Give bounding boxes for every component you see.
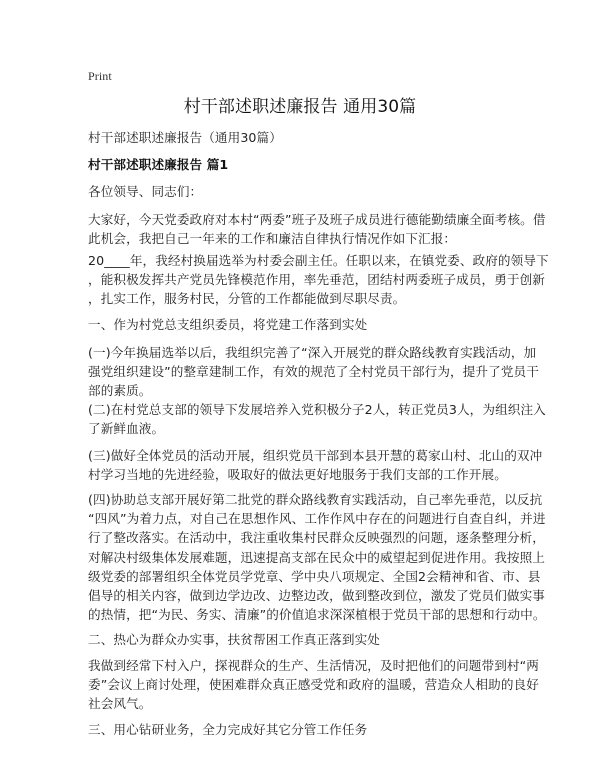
paragraph-intro	[88, 210, 546, 248]
text-line: (二)在村党总支部的领导下发展培养入党积极分子2人，转正党员3人，为组织注入	[88, 402, 546, 417]
text-line: 此机会，我把自己一年来的工作和廉洁自律执行情况作如下汇报：	[88, 231, 457, 247]
text-line: (三)做好全体党员的活动开展，组织党员干部到本县开慧的葛家山村、北山的双冲	[88, 448, 543, 463]
text-line: (一)今年换届选举以后，我组织完善了“深入开展党的群众路线教育实践活动，加	[88, 345, 537, 360]
text-line: 级党委的部署组织全体党员学党章、学中央八项规定、全国2会精神和省、市、县	[88, 568, 541, 584]
paragraph-1-3	[88, 446, 543, 484]
text-line: 部的素质。	[88, 383, 152, 399]
text-line: 我做到经常下村入户，探视群众的生产、生活情况，及时把他们的问题带到村“两	[88, 658, 539, 673]
section-2-heading: 二、热心为群众办实事，扶贫帮困工作真正落到实处	[88, 632, 380, 647]
text-line: 对解决村级集体发展难题，迅速提高支部在民众中的威望起到促进作用。我按照上	[88, 549, 545, 565]
section-3-heading: 三、用心钻研业务，全力完成好其它分管工作任务	[88, 722, 368, 737]
text-line: 社会风气。	[88, 696, 152, 712]
text-line: 大家好，今天党委政府对本村“两委”班子及班子成员进行德能勤绩廉全面考核。借	[88, 212, 546, 227]
text-line: (四)协助总支部开展好第二批党的群众路线教育实践活动，自己率先垂范，以反抗	[88, 492, 543, 507]
text-line: ，扎实工作，服务村民，分管的工作都能做到尽职尽责。	[88, 291, 406, 307]
section-1-heading: 一、作为村党总支组织委员，将党建工作落到实处	[88, 317, 368, 332]
paragraph-1-2	[88, 400, 546, 438]
text-line: “四风”为着力点，对自己在思想作风、工作作风中存在的问题进行自查自纠，并进	[88, 511, 546, 527]
text-line: 委”会议上商讨处理，使困难群众真正感受党和政府的温暖，营造众人相助的良好	[88, 677, 539, 693]
greeting: 各位领导、同志们：	[88, 184, 203, 199]
text-line: 村学习当地的先进经验，吸取好的做法更好地服务于我们支部的工作开展。	[88, 467, 507, 483]
text-line: 20____年，我经村换届选举为村委会副主任。任职以来，在镇党委、政府的领导下	[88, 253, 549, 268]
print-link[interactable]: Print	[88, 69, 112, 83]
text-line: 了新鲜血液。	[88, 421, 165, 437]
text-line: 强党组织建设”的整章建制工作，有效的规范了全村党员干部行为，提升了党员干	[88, 364, 539, 380]
paragraph-appointment	[88, 251, 549, 309]
paragraph-1-1	[88, 343, 539, 401]
text-line: 的热情，把“为民、务实、清廉”的价值追求深深植根于党员干部的思想和行动中。	[88, 607, 546, 623]
text-line: 倡导的相关内容，做到边学边改、边整边改，做到整改到位，激发了党员们做实事	[88, 587, 545, 603]
section-heading: 村干部述职述廉报告 篇1	[88, 157, 229, 172]
text-line: ，能积极发挥共产党员先锋模范作用，率先垂范，团结村两委班子成员，勇于创新	[88, 272, 545, 288]
page-title: 村干部述职述廉报告 通用30篇	[183, 97, 417, 117]
paragraph-2-1	[88, 656, 539, 714]
paragraph-1-4	[88, 490, 546, 624]
document-subtitle: 村干部述职述廉报告（通用30篇）	[88, 130, 282, 145]
text-line: 行了整改落实。在活动中，我注重收集村民群众反映强烈的问题，逐条整理分析，	[88, 530, 545, 546]
